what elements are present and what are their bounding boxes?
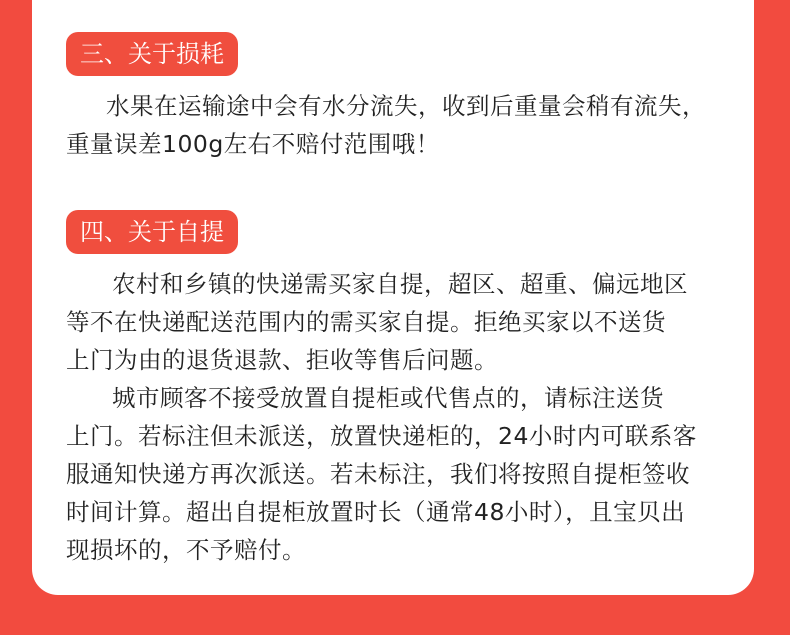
paragraph-line: 重量误差100g左右不赔付范围哦！	[66, 130, 440, 158]
paragraph-line: 现损坏的，不予赔付。	[66, 536, 306, 564]
section-heading-pickup: 四、关于自提	[66, 210, 238, 254]
paragraph-line: 上门为由的退货退款、拒收等售后问题。	[66, 346, 498, 374]
section-body-loss	[66, 87, 726, 163]
paragraph-line: 等不在快递配送范围内的需买家自提。拒绝买家以不送货	[66, 308, 666, 336]
paragraph-line: 服通知快递方再次派送。若未标注，我们将按照自提柜签收	[66, 460, 690, 488]
section-heading-loss: 三、关于损耗	[66, 32, 238, 76]
paragraph-line: 水果在运输途中会有水分流失，收到后重量会稍有流失，	[106, 92, 706, 120]
paragraph-line: 农村和乡镇的快递需买家自提，超区、超重、偏远地区	[112, 270, 688, 298]
section-body-pickup	[66, 265, 726, 569]
paragraph-line: 时间计算。超出自提柜放置时长（通常48小时），且宝贝出	[66, 498, 686, 526]
paragraph-line: 上门。若标注但未派送，放置快递柜的，24小时内可联系客	[66, 422, 697, 450]
paragraph-line: 城市顾客不接受放置自提柜或代售点的，请标注送货	[112, 384, 664, 412]
